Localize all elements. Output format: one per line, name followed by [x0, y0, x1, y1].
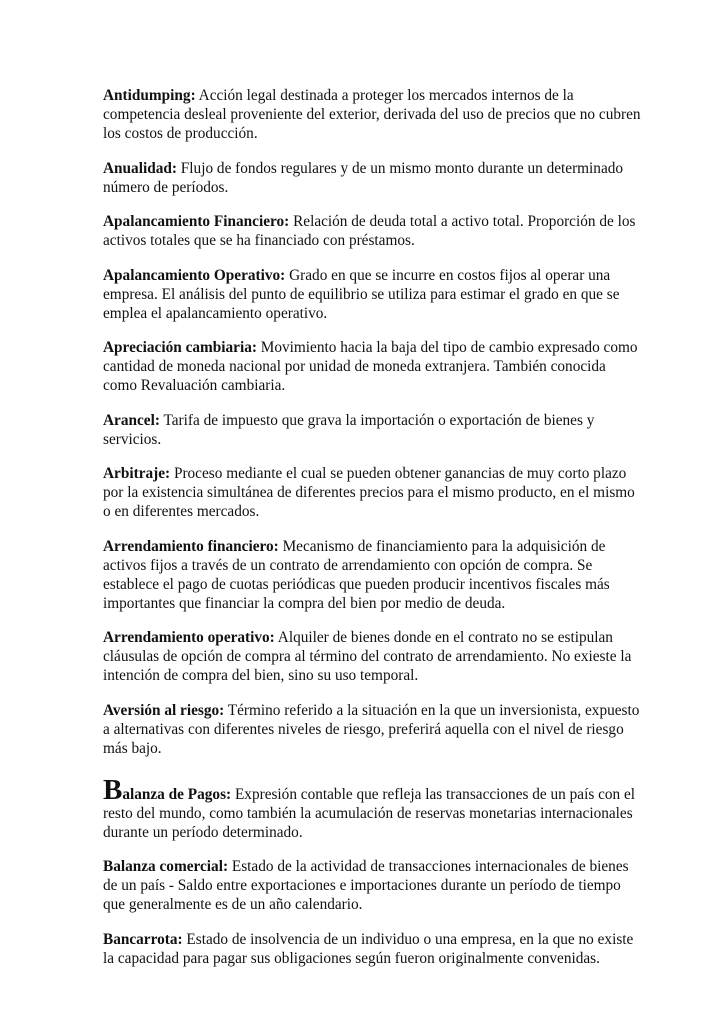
glossary-entry-aversion-al-riesgo: [103, 701, 643, 758]
glossary-entry-apreciacion-cambiaria: [103, 338, 643, 395]
glossary-definition: Expresión contable que refleja las transacciones de un país con el resto del mundo, como también la acumulación de reservas monetarias internacionales durante un período determinado.: [103, 785, 636, 841]
glossary-term: Arbitraje:: [103, 465, 171, 482]
glossary-term: Apreciación cambiaria:: [103, 339, 257, 356]
section-initial-letter: B: [103, 773, 123, 806]
glossary-definition: Acción legal destinada a proteger los mercados internos de la competencia desleal proveniente del exterior, derivada del uso de precios que no cubren los costos de producción.: [103, 87, 641, 142]
glossary-term: Arrendamiento operativo:: [103, 629, 275, 646]
glossary-definition: Término referido a la situación en la que un inversionista, expuesto a alternativas con diferentes niveles de riesgo, preferirá aquella con el nivel de riesgo más bajo.: [103, 701, 640, 757]
glossary-entry-balanza-de-pagos: [103, 773, 643, 842]
glossary-entry-apalancamiento-financiero: [103, 212, 643, 250]
glossary-term: Bancarrota:: [103, 930, 183, 948]
glossary-entry-anualidad: [103, 159, 643, 197]
glossary-term: Arancel:: [103, 411, 160, 429]
glossary-definition: Flujo de fondos regulares y de un mismo monto durante un determinado número de períodos.: [103, 159, 624, 196]
glossary-entry-arancel: [103, 411, 643, 449]
glossary-entry-arrendamiento-financiero: [103, 537, 643, 613]
glossary-term: Apalancamiento Operativo:: [103, 266, 286, 284]
glossary-entry-balanza-comercial: [103, 857, 643, 914]
glossary-entry-bancarrota: [103, 930, 643, 968]
glossary-definition: Alquiler de bienes donde en el contrato no se estipulan cláusulas de opción de compra al término del contrato de arrendamiento. No exieste la intención de compra del bien, sino su uso temporal.: [103, 629, 632, 684]
glossary-definition: Movimiento hacia la baja del tipo de cambio expresado como cantidad de moneda nacional por unidad de moneda extranjera. También conocida como Revaluación cambiaria.: [103, 339, 638, 394]
glossary-term: Balanza comercial:: [103, 858, 229, 875]
glossary-definition: Grado en que se incurre en costos fijos al operar una empresa. El análisis del punto de equilibrio se utiliza para estimar el grado en que se emplea el apalancamiento operativo.: [103, 266, 620, 322]
glossary-term: Anualidad:: [103, 159, 177, 177]
glossary-term: Aversión al riesgo:: [103, 701, 225, 719]
glossary-definition: Estado de insolvencia de un individuo o una empresa, en la que no existe la capacidad para pagar sus obligaciones según fueron originalmente convenidas.: [103, 930, 634, 967]
glossary-definition: Proceso mediante el cual se pueden obtener ganancias de muy corto plazo por la existencia simultánea de diferentes precios para el mismo producto, en el mismo o en diferentes mercados.: [103, 465, 635, 520]
glossary-entry-arbitraje: [103, 464, 643, 521]
glossary-definition: Mecanismo de financiamiento para la adquisición de activos fijos a través de un contrato de arrendamiento con opción de compra. Se establece el pago de cuotas periódicas que pueden producir incentivos fiscales más importantes que financiar la compra del bien por medio de deuda.: [103, 537, 610, 612]
glossary-term: Arrendamiento financiero:: [103, 537, 279, 555]
glossary-definition: Relación de deuda total a activo total. Proporción de los activos totales que se ha financiado con préstamos.: [103, 213, 636, 249]
glossary-definition: Tarifa de impuesto que grava la importación o exportación de bienes y servicios.: [103, 411, 595, 448]
glossary-entry-arrendamiento-operativo: [103, 628, 643, 685]
glossary-term: alanza de Pagos:: [122, 785, 232, 803]
glossary-definition: Estado de la actividad de transacciones internacionales de bienes de un país - Saldo entre exportaciones e importaciones durante un período de tiempo que generalmente es de un año calendario.: [103, 858, 629, 913]
glossary-term: Antidumping:: [103, 87, 196, 104]
glossary-entry-antidumping: [103, 86, 643, 143]
glossary-entry-apalancamiento-operativo: [103, 266, 643, 323]
glossary-term: Apalancamiento Financiero:: [103, 213, 290, 230]
glossary-page: [103, 86, 643, 983]
